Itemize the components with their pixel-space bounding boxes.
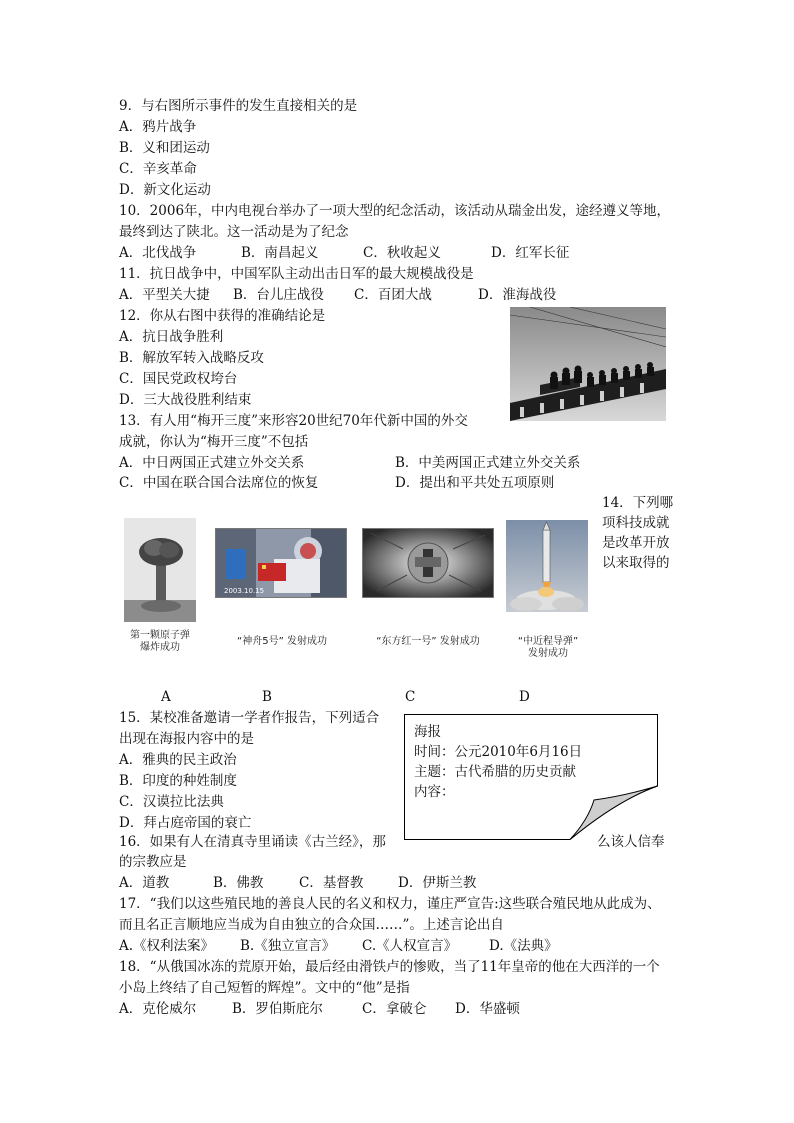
q13-option-d[interactable]: D．提出和平共处五项原则 (395, 475, 555, 491)
q14-stem-line3: 是改革开放 (602, 535, 670, 551)
q16-option-d[interactable]: D．伊斯兰教 (398, 875, 477, 891)
q9-option-d[interactable]: D．新文化运动 (119, 182, 211, 198)
q13-option-b[interactable]: B．中美两国正式建立外交关系 (395, 455, 581, 471)
q16-stem-left: 16．如果有人在清真寺里诵读《古兰经》，那 (119, 834, 386, 850)
q14-stem-line1: 14．下列哪 (602, 495, 674, 511)
q11-option-c[interactable]: C．百团大战 (354, 287, 432, 303)
q10-stem-line2: 最终到达了陕北。这一活动是为了纪念 (119, 224, 349, 240)
astronaut-image (216, 529, 346, 597)
satellite-image (363, 529, 493, 597)
q17-option-c[interactable]: C.《人权宣言》 (362, 938, 458, 954)
q14-caption-a-line2: 爆炸成功 (140, 642, 180, 653)
q17-option-a[interactable]: A.《权利法案》 (119, 938, 215, 954)
poster-topic: 主题：古代希腊的历史贡献 (414, 764, 576, 780)
missile-launch-image (506, 520, 588, 612)
q18-stem-line2: 小岛上终结了自己短暂的辉煌”。文中的“他”是指 (119, 980, 410, 996)
q14-caption-c: “东方红一号” 发射成功 (376, 636, 480, 647)
q11-stem: 11．抗日战争中，中国军队主动出击日军的最大规模战役是 (119, 266, 474, 282)
q14-photo-b-shenzhou5[interactable] (215, 528, 347, 598)
q14-option-c[interactable]: C (405, 689, 416, 705)
q18-option-b[interactable]: B．罗伯斯庇尔 (232, 1001, 323, 1017)
q15-option-c[interactable]: C．汉谟拉比法典 (119, 794, 224, 810)
poster-time: 时间：公元2010年6月16日 (414, 744, 583, 760)
q14-photo-c-dongfanghong[interactable] (362, 528, 494, 598)
q13-stem-line2: 成就，你认为“梅开三度”不包括 (119, 434, 309, 450)
q18-option-a[interactable]: A．克伦威尔 (119, 1001, 197, 1017)
q16-stem-right: 么该人信奉 (597, 834, 665, 850)
q14-option-b[interactable]: B (262, 689, 272, 705)
q16-option-b[interactable]: B．佛教 (213, 875, 264, 891)
q14-photo-d-missile[interactable] (506, 520, 588, 612)
q18-stem-line1: 18．“从俄国冰冻的荒原开始，最后经由滑铁卢的惨败，当了11年皇帝的他在大西洋的一个 (119, 959, 660, 975)
q14-caption-d-line1: “中近程导弹” (517, 636, 579, 647)
poster-title: 海报 (414, 724, 441, 740)
q15-option-b[interactable]: B．印度的种姓制度 (119, 773, 237, 789)
q10-option-c[interactable]: C．秋收起义 (363, 245, 441, 261)
q9-option-c[interactable]: C．辛亥革命 (119, 161, 197, 177)
q15-stem-line2: 出现在海报内容中的是 (119, 731, 254, 747)
q11-option-d[interactable]: D．淮海战役 (478, 287, 557, 303)
q16-option-a[interactable]: A．道教 (119, 875, 170, 891)
q14-option-d[interactable]: D (519, 689, 530, 705)
q11-option-a[interactable]: A．平型关大捷 (119, 287, 210, 303)
q9-option-a[interactable]: A．鸦片战争 (119, 119, 197, 135)
q17-option-b[interactable]: B.《独立宣言》 (240, 938, 336, 954)
q12-option-b[interactable]: B．解放军转入战略反攻 (119, 350, 264, 366)
q14-option-a[interactable]: A (161, 689, 171, 705)
q13-stem-line1: 13．有人用“梅开三度”来形容20世纪70年代新中国的外交 (119, 413, 468, 429)
q17-option-d[interactable]: D.《法典》 (489, 938, 558, 954)
mushroom-cloud-image (124, 518, 196, 622)
q15-stem-line1: 15．某校准备邀请一学者作报告，下列适合 (119, 710, 380, 726)
q16-stem-line2: 的宗教应是 (119, 854, 187, 870)
poster-content: 内容： (414, 784, 455, 800)
q12-option-a[interactable]: A．抗日战争胜利 (119, 329, 224, 345)
q17-stem-line2: 而且名正言顺地应当成为自由独立的合众国……”。上述言论出自 (119, 917, 504, 933)
q16-option-c[interactable]: C．基督教 (299, 875, 364, 891)
q14-caption-b: “神舟5号” 发射成功 (237, 636, 327, 647)
q12-photo (510, 307, 666, 421)
q13-option-a[interactable]: A．中日两国正式建立外交关系 (119, 455, 305, 471)
q9-stem: 9．与右图所示事件的发生直接相关的是 (119, 98, 358, 114)
q14-stem-line2: 项科技成就 (602, 515, 670, 531)
q10-option-d[interactable]: D．红军长征 (491, 245, 570, 261)
q14-stem-line4: 以来取得的 (602, 555, 670, 571)
q14-caption-a-line1: 第一颗原子弹 (130, 630, 190, 641)
q12-stem: 12．你从右图中获得的准确结论是 (119, 308, 326, 324)
q18-option-d[interactable]: D．华盛顿 (455, 1001, 520, 1017)
q13-option-c[interactable]: C．中国在联合国合法席位的恢复 (119, 475, 319, 491)
q15-option-a[interactable]: A．雅典的民主政治 (119, 752, 237, 768)
q12-option-d[interactable]: D．三大战役胜利结束 (119, 392, 252, 408)
q10-stem-line1: 10．2006年，中内电视台举办了一项大型的纪念活动，该活动从瑞金出发，途经遵义等地， (119, 203, 671, 219)
q10-option-a[interactable]: A．北伐战争 (119, 245, 197, 261)
q14-caption-d-line2: 发射成功 (528, 648, 568, 659)
q12-option-c[interactable]: C．国民党政权垮台 (119, 371, 238, 387)
q15-option-d[interactable]: D．拜占庭帝国的衰亡 (119, 815, 252, 831)
q9-option-b[interactable]: B．义和团运动 (119, 140, 210, 156)
q10-option-b[interactable]: B．南昌起义 (241, 245, 319, 261)
q18-option-c[interactable]: C．拿破仑 (362, 1001, 427, 1017)
photo-date-stamp: 2003.10.15 (224, 587, 265, 595)
q11-option-b[interactable]: B．台儿庄战役 (233, 287, 324, 303)
soldiers-on-building-image (510, 307, 666, 421)
q17-stem-line1: 17．“我们以这些殖民地的善良人民的名义和权力，谨庄严宣告:这些联合殖民地从此成为、 (119, 896, 661, 912)
q14-photo-a-atomic-bomb[interactable] (124, 518, 196, 622)
